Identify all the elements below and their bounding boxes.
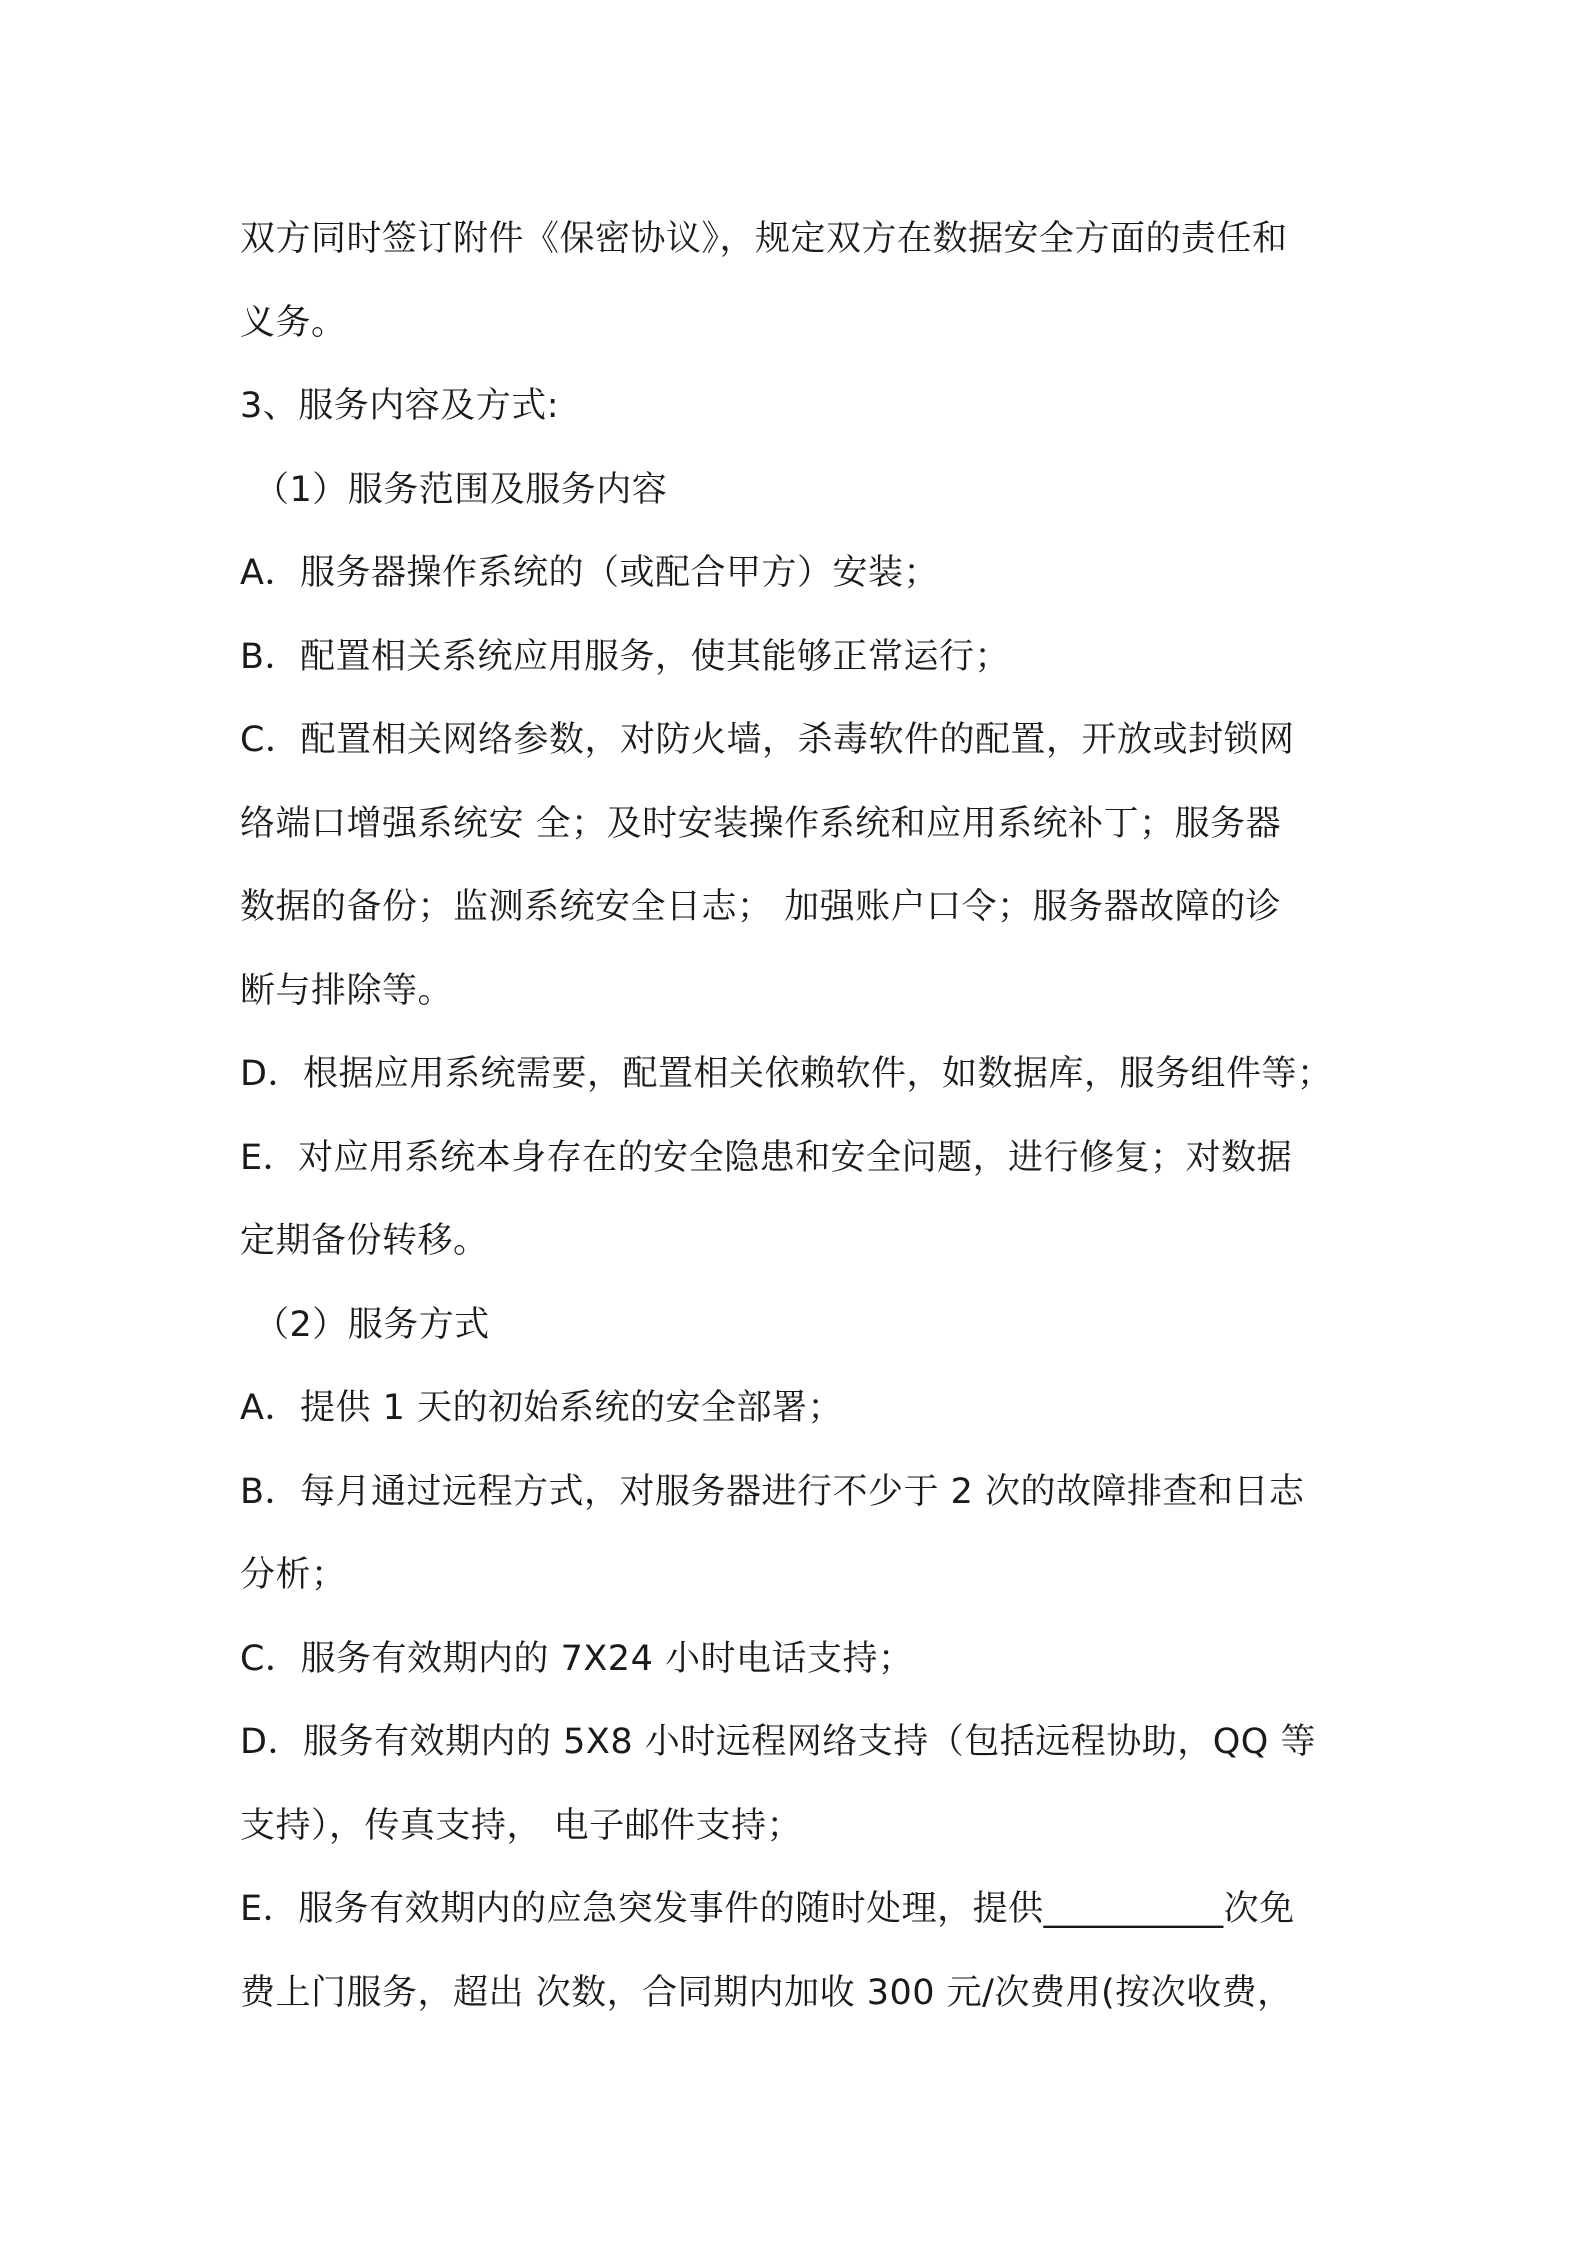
list-item: E．服务有效期内的应急突发事件的随时处理，提供__________次免 [240,1889,1295,1929]
list-item: C．配置相关网络参数，对防火墙，杀毒软件的配置，开放或封锁网 [240,720,1295,760]
paragraph-line: 双方同时签订附件《保密协议》，规定双方在数据安全方面的责任和 [240,219,1288,259]
list-item-continuation: 分析； [240,1555,347,1595]
list-item: B．每月通过远程方式，对服务器进行不少于 2 次的故障排查和日志 [240,1471,1305,1512]
subsection-heading: （1）服务范围及服务内容 [254,469,668,510]
paragraph-line: 义务。 [240,302,347,343]
list-item: A．服务器操作系统的（或配合甲方）安装； [240,553,939,593]
list-item: D．服务有效期内的 5X8 小时远程网络支持（包括远程协助，QQ 等 [240,1722,1316,1762]
list-item-continuation: 数据的备份；监测系统安全日志； 加强账户口令；服务器故障的诊 [240,887,1282,927]
list-item: B．配置相关系统应用服务，使其能够正常运行； [240,636,1011,677]
subsection-heading: （2）服务方式 [254,1304,490,1345]
list-item-continuation: 支持），传真支持， 电子邮件支持； [240,1805,803,1846]
document-body [240,198,1360,2035]
list-item-continuation: 断与排除等。 [240,970,454,1011]
list-item: E．对应用系统本身存在的安全隐患和安全问题，进行修复；对数据 [240,1137,1293,1178]
list-item: A．提供 1 天的初始系统的安全部署； [240,1388,843,1428]
section-heading: 3、服务内容及方式: [240,386,560,426]
list-item: C．服务有效期内的 7X24 小时电话支持； [240,1638,914,1679]
list-item-continuation: 费上门服务，超出 次数，合同期内加收 300 元/次费用(按次收费， [240,1972,1293,2013]
list-item-continuation: 络端口增强系统安 全；及时安装操作系统和应用系统补丁；服务器 [240,803,1282,844]
list-item: D．根据应用系统需要，配置相关依赖软件，如数据库，服务组件等； [240,1054,1333,1094]
list-item-continuation: 定期备份转移。 [240,1221,489,1261]
